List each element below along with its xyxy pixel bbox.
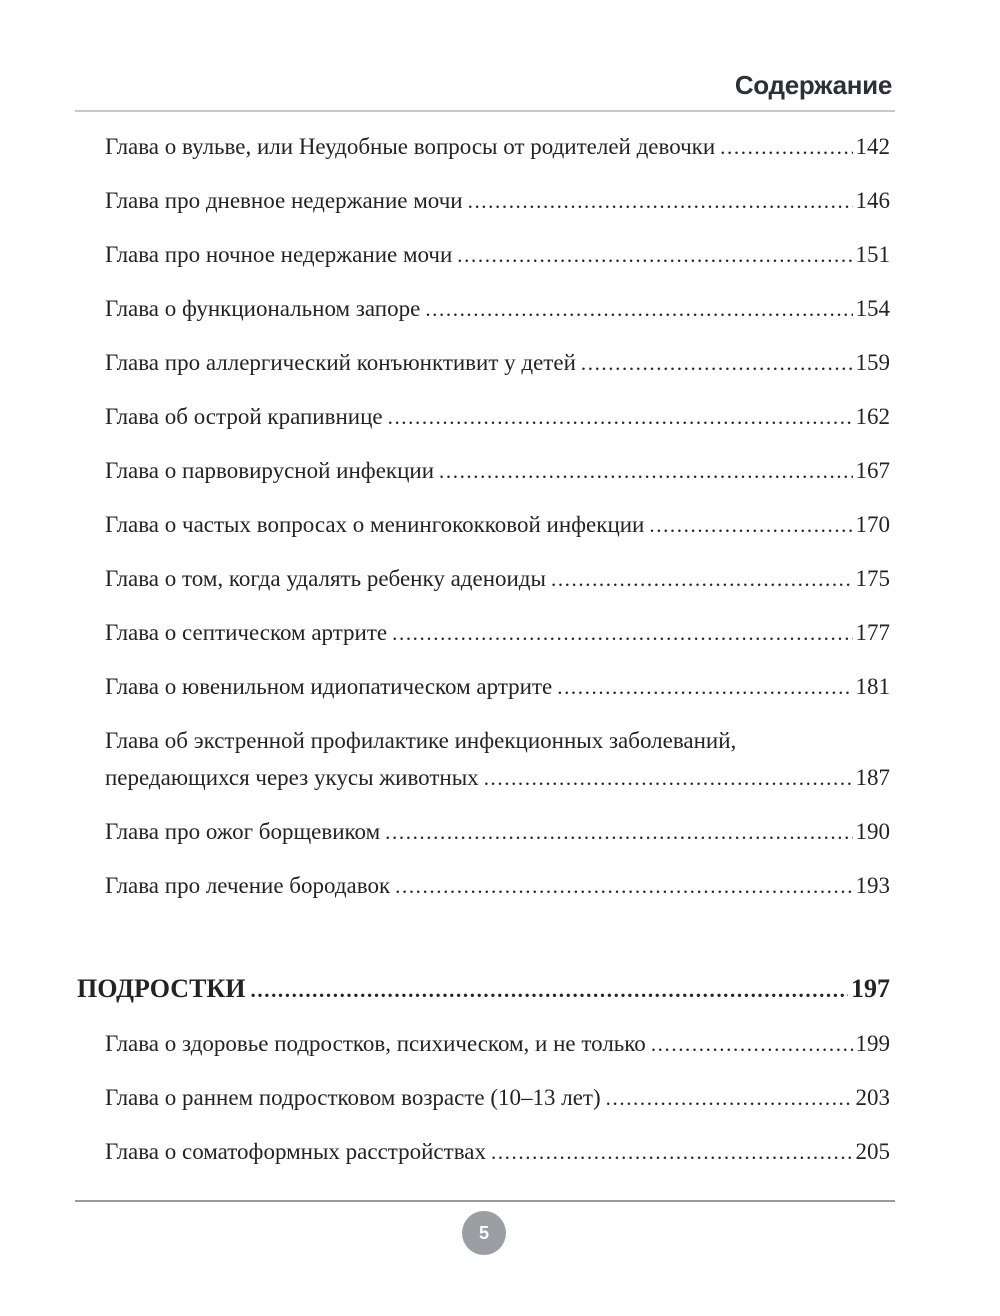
toc-list — [77, 133, 890, 1192]
toc-entry-page: 177 — [855, 620, 890, 645]
toc-dot-leader — [251, 975, 848, 1004]
toc-entry-page: 162 — [855, 404, 890, 429]
toc-entry-page: 167 — [855, 458, 890, 483]
toc-entry-page: 199 — [855, 1031, 890, 1056]
page-number-badge — [462, 1211, 506, 1255]
toc-entry-title: Глава о раннем подростковом возрасте (10–13 лет) — [105, 1085, 601, 1110]
toc-entry-title: Глава о парвовирусной инфекции — [105, 458, 435, 483]
toc-entry-page: 181 — [855, 674, 890, 699]
toc-entry-title: Глава об острой крапивнице — [105, 404, 383, 429]
header-divider — [75, 110, 895, 112]
toc-entry-title: Глава про ночное недержание мочи — [105, 242, 453, 267]
toc-entry-page: 151 — [855, 242, 890, 267]
toc-entry — [105, 1084, 890, 1112]
toc-entry — [105, 1138, 890, 1166]
toc-entry-title: Глава об экстренной профилактике инфекционных заболеваний, — [105, 728, 737, 753]
toc-entry — [105, 619, 890, 647]
toc-entry-title: Глава про ожог борщевиком — [105, 819, 381, 844]
toc-entry-page: 170 — [855, 512, 890, 537]
toc-entry-title: Глава о функциональном запоре — [105, 296, 421, 321]
toc-dot-leader — [649, 511, 852, 539]
toc-dot-leader — [557, 673, 852, 701]
toc-entry-page: 205 — [855, 1139, 890, 1164]
toc-entry-page: 175 — [855, 566, 890, 591]
toc-entry-title: Глава о частых вопросах о менингококковой инфекции — [105, 512, 645, 537]
toc-entry-title: Глава про аллергический конъюнктивит у детей — [105, 350, 576, 375]
toc-entry — [105, 457, 890, 485]
page-number: 5 — [478, 1222, 489, 1243]
toc-dot-leader — [468, 187, 853, 215]
toc-dot-leader — [581, 349, 853, 377]
toc-dot-leader — [491, 1138, 853, 1166]
toc-entry — [105, 511, 890, 539]
toc-dot-leader — [385, 818, 852, 846]
toc-entry — [105, 403, 890, 431]
toc-entry — [105, 872, 890, 900]
toc-entry-title: Глава про лечение бородавок — [105, 873, 391, 898]
toc-entry-title: передающихся через укусы животных — [105, 765, 479, 790]
toc-entry-page: 203 — [855, 1085, 890, 1110]
toc-entry — [105, 1030, 890, 1058]
toc-entry-title: Глава о соматоформных расстройствах — [105, 1139, 486, 1164]
toc-entry-page: 187 — [855, 765, 890, 790]
footer-divider — [75, 1200, 895, 1202]
toc-dot-leader — [395, 872, 852, 900]
toc-entry-title: Глава о ювенильном идиопатическом артрите — [105, 674, 553, 699]
toc-entry — [105, 187, 890, 215]
toc-entry — [105, 349, 890, 377]
toc-entry-page: 146 — [855, 188, 890, 213]
toc-entry-title: Глава о септическом артрите — [105, 620, 388, 645]
toc-entry — [105, 764, 890, 792]
toc-dot-leader — [392, 619, 852, 647]
toc-dot-leader — [439, 457, 852, 485]
toc-entry-title: Глава про дневное недержание мочи — [105, 188, 463, 213]
page-title: Содержание — [734, 70, 892, 100]
toc-dot-leader — [388, 403, 853, 431]
toc-entry — [105, 133, 890, 161]
toc-entry-title: Глава о вульве, или Неудобные вопросы от родителей девочки — [105, 134, 716, 159]
toc-entry-title: Глава о здоровье подростков, психическом, и не только — [105, 1031, 646, 1056]
toc-entry-page: 154 — [855, 296, 890, 321]
toc-entry-title: ПОДРОСТКИ — [77, 974, 246, 1003]
toc-entry — [77, 975, 890, 1004]
toc-dot-leader — [606, 1084, 853, 1112]
toc-dot-leader — [425, 295, 852, 323]
toc-entry-page: 142 — [855, 134, 890, 159]
toc-dot-leader — [484, 764, 853, 792]
toc-entry — [105, 727, 890, 754]
toc-entry-page: 190 — [855, 819, 890, 844]
toc-entry — [105, 565, 890, 593]
toc-dot-leader — [551, 565, 853, 593]
toc-dot-leader — [457, 241, 852, 269]
toc-entry — [105, 241, 890, 269]
toc-entry-page: 197 — [851, 974, 890, 1003]
toc-entry — [105, 673, 890, 701]
toc-entry-title: Глава о том, когда удалять ребенку аденоиды — [105, 566, 546, 591]
toc-entry — [105, 295, 890, 323]
toc-entry — [105, 818, 890, 846]
toc-dot-leader — [651, 1030, 853, 1058]
toc-dot-leader — [720, 133, 852, 161]
toc-entry-page: 159 — [855, 350, 890, 375]
toc-entry-page: 193 — [855, 873, 890, 898]
